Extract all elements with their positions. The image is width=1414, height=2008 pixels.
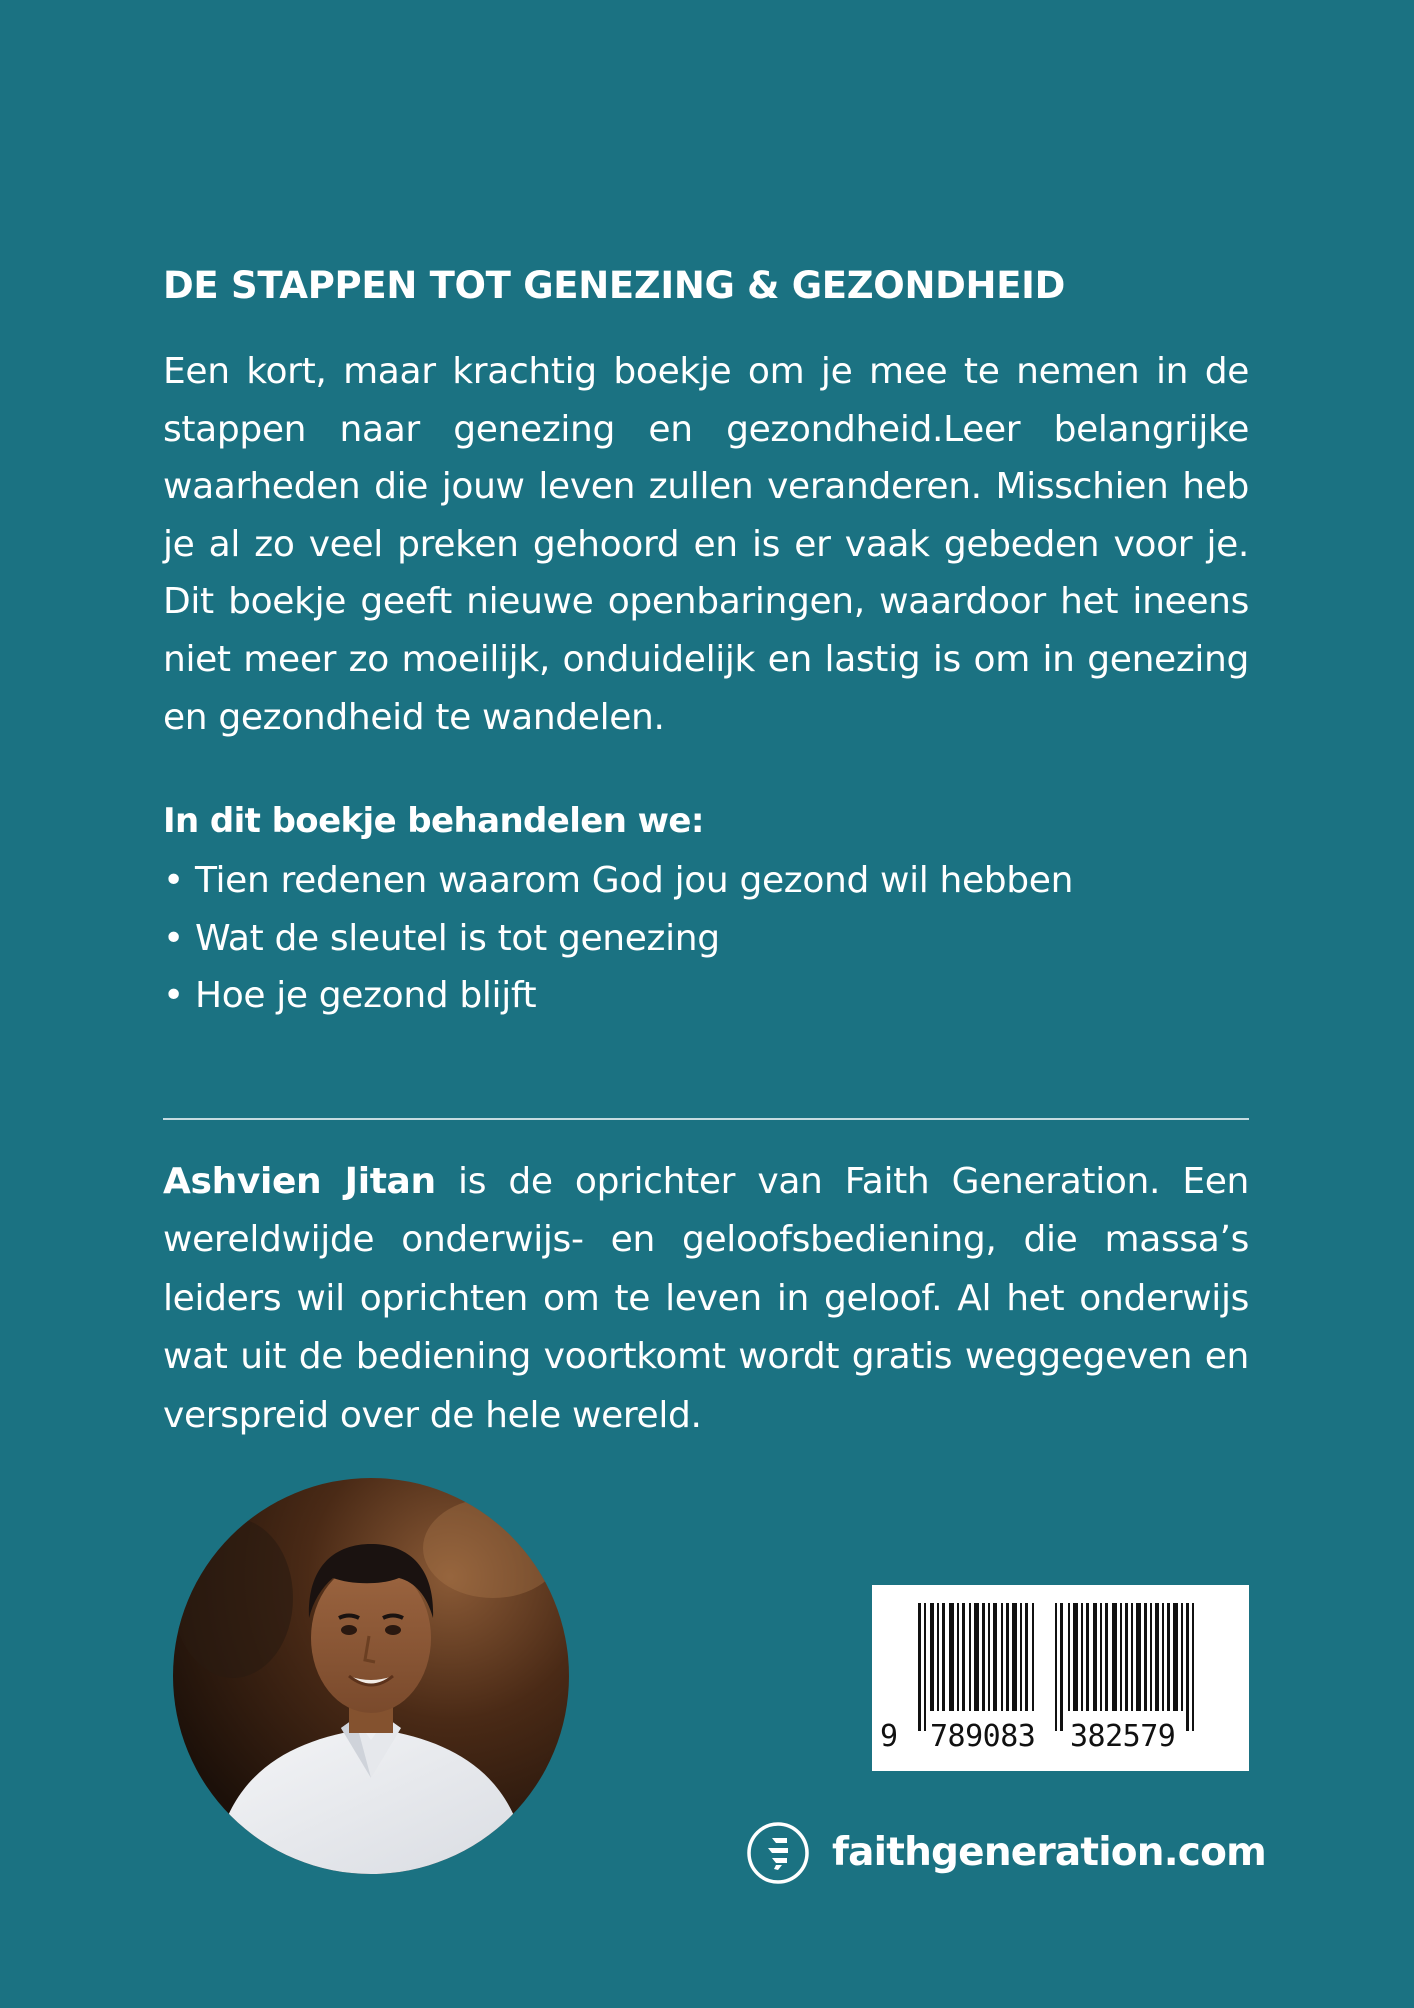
author-photo: [173, 1478, 569, 1874]
cover-headline: DE STAPPEN TOT GENEZING & GEZONDHEID: [163, 264, 1066, 307]
author-portrait: [173, 1478, 569, 1874]
website-url[interactable]: faithgeneration.com: [832, 1830, 1266, 1875]
author-name: Ashvien Jitan: [163, 1161, 436, 1202]
faith-generation-logo-icon: [746, 1821, 810, 1885]
isbn-barcode: [872, 1585, 1249, 1771]
topic-item: • Wat de sleutel is tot genezing: [163, 917, 720, 959]
website-footer: [746, 1819, 1266, 1887]
intro-paragraph: Een kort, maar krachtig boekje om je mee te nemen in de stappen naar genezing en gezondheid.Leer belangrijke waarheden die jouw leven zullen veranderen. Misschien heb je al zo veel preken gehoord en is er vaak gebeden voor je. Dit boekje geeft nieuwe openbaringen, waardoor het ineens niet meer zo moeilijk, onduidelijk en lastig is om in genezing en gezondheid te wandelen.: [163, 351, 1249, 738]
barcode-graphic: [872, 1585, 1249, 1771]
topic-item: • Tien redenen waarom God jou gezond wil hebben: [163, 860, 1074, 901]
topics-heading: In dit boekje behandelen we:: [163, 801, 704, 841]
isbn-group-right: 382579: [1070, 1719, 1176, 1754]
isbn-lead-digit-label: 9: [880, 1719, 899, 1754]
author-bio: [163, 1153, 1249, 1445]
isbn-group-left: 789083: [930, 1719, 1036, 1754]
topic-item: • Hoe je gezond blijft: [163, 975, 537, 1017]
topics-list: [163, 852, 1073, 1025]
author-bio-text: is de oprichter van Faith Generation. Een wereldwijde onderwijs- en geloofsbediening, die massa’s leiders wil oprichten om te leven in geloof. Al het onderwijs wat uit de bediening voortkomt wordt gratis weggegeven en verspreid over de hele wereld.: [163, 1161, 1249, 1436]
section-divider: [163, 1118, 1249, 1120]
